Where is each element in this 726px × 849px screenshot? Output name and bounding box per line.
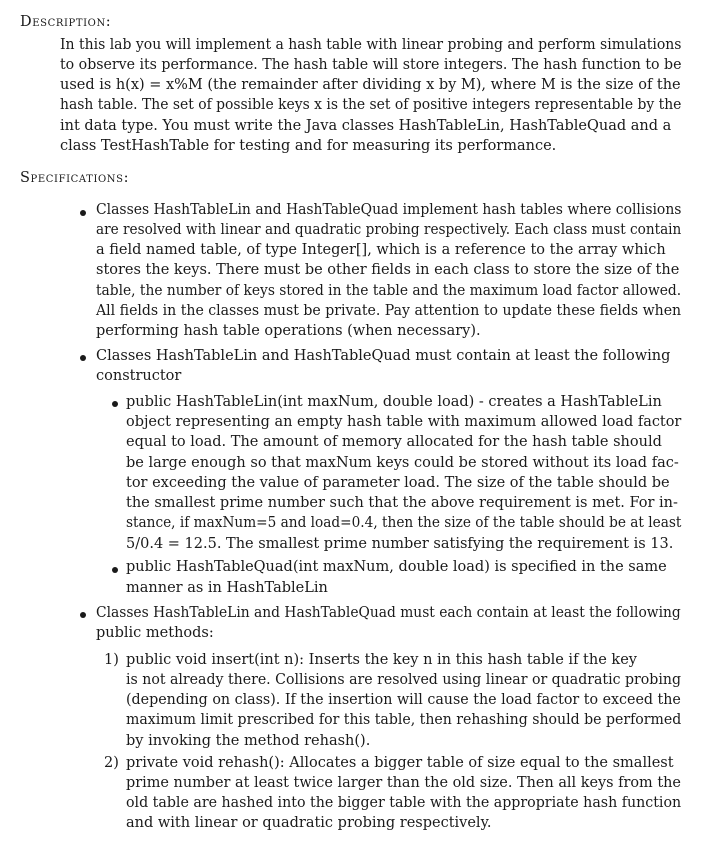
bullet-icon — [112, 567, 118, 573]
paragraph-line: hash table. The set of possible keys x is the set of positive integers representable by the — [60, 97, 682, 113]
paragraph-line: by invoking the method rehash(). — [126, 733, 371, 749]
paragraph-line: All fields in the classes must be private. Pay attention to update these fields when — [96, 303, 682, 319]
paragraph-line: public HashTableLin(int maxNum, double load) - creates a HashTableLin — [126, 394, 662, 410]
paragraph-line: stance, if maxNum=5 and load=0.4, then the size of the table should be at least — [126, 515, 682, 531]
paragraph-line: and with linear or quadratic probing respectively. — [126, 815, 492, 831]
list-number: 2) — [104, 755, 119, 771]
paragraph-line: used is h(x) = x%M (the remainder after dividing x by M), where M is the size of the — [60, 77, 681, 93]
paragraph-line: class TestHashTable for testing and for measuring its performance. — [60, 138, 557, 154]
paragraph-line: object representing an empty hash table with maximum allowed load factor — [126, 414, 682, 430]
paragraph-line: public void insert(int n): Inserts the key n in this hash table if the key — [126, 652, 637, 668]
bullet-icon — [80, 612, 86, 618]
paragraph-line: are resolved with linear and quadratic probing respectively. Each class must contain — [96, 222, 682, 238]
paragraph-line: to observe its performance. The hash table will store integers. The hash function to be — [60, 57, 682, 73]
list-number: 1) — [104, 652, 119, 668]
paragraph-line: is not already there. Collisions are resolved using linear or quadratic probing — [126, 672, 681, 688]
paragraph-line: (depending on class). If the insertion will cause the load factor to exceed the — [126, 692, 681, 708]
paragraph-line: prime number at least twice larger than the old size. Then all keys from the — [126, 775, 681, 791]
paragraph-line: performing hash table operations (when necessary). — [96, 323, 481, 339]
description-heading: Description: — [20, 14, 112, 30]
paragraph-line: table, the number of keys stored in the table and the maximum load factor allowed. — [96, 283, 682, 299]
paragraph-line: Classes HashTableLin and HashTableQuad implement hash tables where collisions — [96, 202, 682, 218]
paragraph-line: stores the keys. There must be other fields in each class to store the size of the — [96, 262, 680, 278]
paragraph-line: public HashTableQuad(int maxNum, double load) is specified in the same — [126, 559, 667, 575]
bullet-icon — [112, 401, 118, 407]
paragraph-line: tor exceeding the value of parameter load. The size of the table should be — [126, 475, 670, 491]
bullet-icon — [80, 210, 86, 216]
paragraph-line: the smallest prime number such that the above requirement is met. For in- — [126, 495, 678, 511]
paragraph-line: 5/0.4 = 12.5. The smallest prime number satisfying the requirement is 13. — [126, 536, 674, 552]
paragraph-line: In this lab you will implement a hash table with linear probing and perform simulations — [60, 37, 682, 53]
paragraph-line: constructor — [96, 368, 182, 384]
paragraph-line: old table are hashed into the bigger table with the appropriate hash function — [126, 795, 682, 811]
paragraph-line: equal to load. The amount of memory allocated for the hash table should — [126, 434, 662, 450]
paragraph-line: a field named table, of type Integer[], which is a reference to the array which — [96, 242, 666, 258]
bullet-icon — [80, 355, 86, 361]
paragraph-line: Classes HashTableLin and HashTableQuad must contain at least the following — [96, 348, 671, 364]
specifications-heading: Specifications: — [20, 170, 130, 186]
paragraph-line: manner as in HashTableLin — [126, 580, 328, 596]
paragraph-line: be large enough so that maxNum keys could be stored without its load fac- — [126, 455, 679, 471]
paragraph-line: private void rehash(): Allocates a bigger table of size equal to the smallest — [126, 755, 674, 771]
paragraph-line: maximum limit prescribed for this table, then rehashing should be performed — [126, 712, 682, 728]
paragraph-line: int data type. You must write the Java classes HashTableLin, HashTableQuad and a — [60, 118, 672, 134]
paragraph-line: public methods: — [96, 625, 214, 641]
paragraph-line: Classes HashTableLin and HashTableQuad must each contain at least the following — [96, 605, 681, 621]
